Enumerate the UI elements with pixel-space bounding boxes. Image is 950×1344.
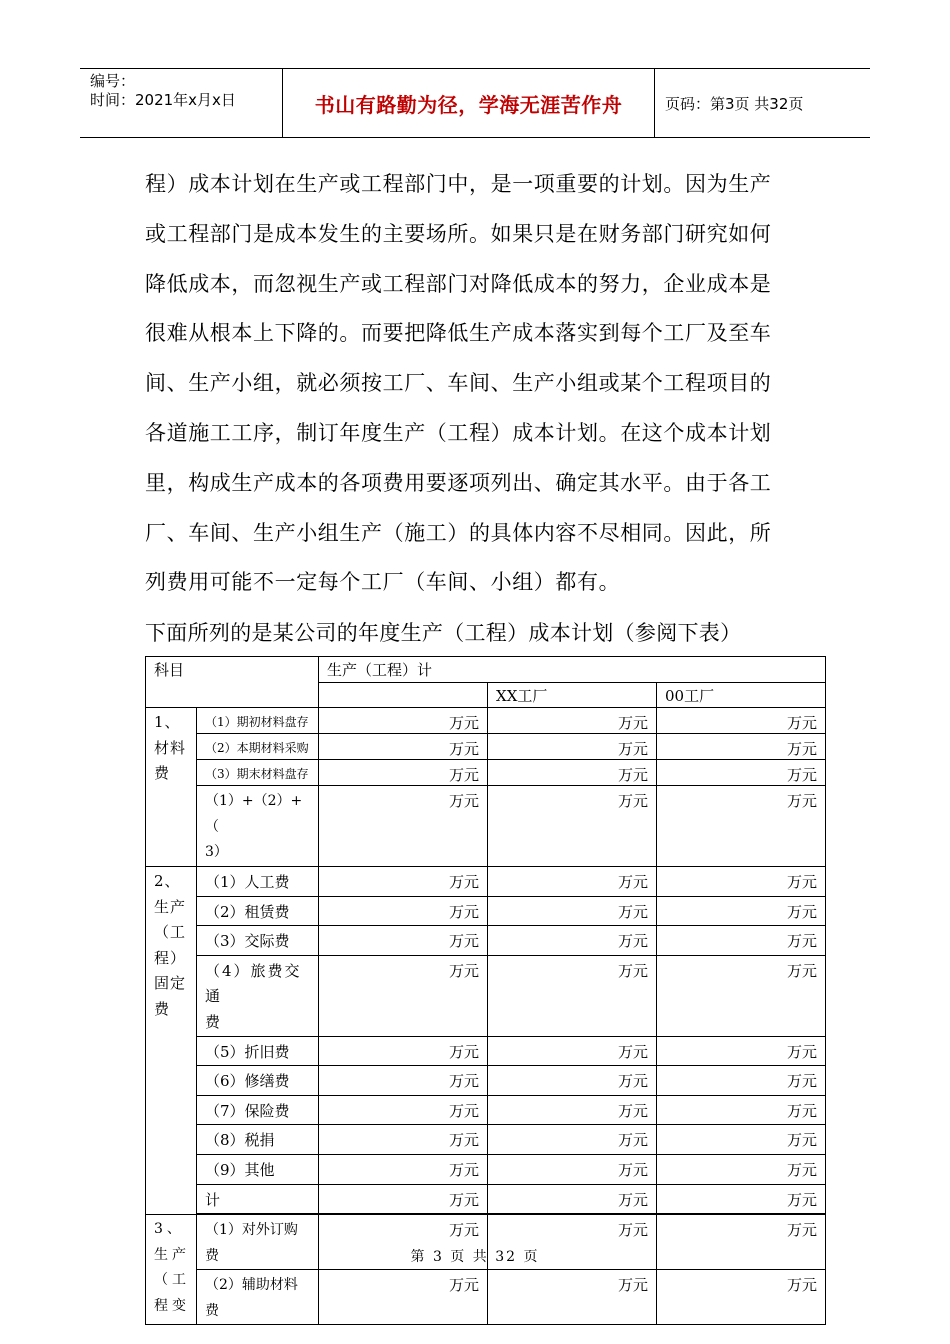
header-00-factory: 00工厂 — [657, 682, 826, 708]
category-label-line: 1、 — [154, 713, 181, 732]
value-cell: 万元 — [488, 1184, 657, 1214]
header-blank — [319, 682, 488, 708]
value-cell: 万元 — [488, 708, 657, 734]
item-label — [197, 955, 319, 1036]
table-intro: 下面所列的是某公司的年度生产（工程）成本计划（参阅下表） — [145, 621, 742, 645]
table-row — [146, 866, 826, 896]
table-row — [146, 708, 826, 734]
value-cell: 万元 — [657, 866, 826, 896]
value-cell: 万元 — [319, 896, 488, 926]
value-cell: 万元 — [319, 1154, 488, 1184]
table-row — [146, 1066, 826, 1096]
body-line: 降低成本，而忽视生产或工程部门对降低成本的努力，企业成本是 — [145, 271, 772, 296]
item-label-line: （2）辅助材料 — [205, 1277, 298, 1294]
value-cell: 万元 — [319, 734, 488, 760]
value-cell: 万元 — [488, 786, 657, 867]
value-cell: 万元 — [319, 760, 488, 786]
category-material — [146, 708, 197, 867]
item-label: （6）修缮费 — [197, 1066, 319, 1096]
value-cell: 万元 — [657, 708, 826, 734]
category-fixed-cost — [146, 866, 197, 1214]
value-cell: 万元 — [488, 1066, 657, 1096]
value-cell: 万元 — [488, 1154, 657, 1184]
value-cell: 万元 — [488, 1036, 657, 1066]
item-label-line: （1）+（2）+（ — [205, 793, 303, 835]
category-label-line: 费 — [154, 764, 171, 783]
value-cell: 万元 — [319, 1066, 488, 1096]
table-row — [146, 955, 826, 1036]
table-row — [146, 896, 826, 926]
page-header — [80, 68, 870, 138]
item-label-line: （1）对外订购 — [205, 1222, 298, 1239]
value-cell: 万元 — [657, 786, 826, 867]
category-label-line: （工 — [154, 923, 187, 942]
value-cell: 万元 — [319, 1125, 488, 1155]
header-total: 生产（工程）计 — [319, 657, 826, 683]
header-xx-factory: XX工厂 — [488, 682, 657, 708]
table-header-row — [146, 657, 826, 683]
value-cell: 万元 — [488, 1125, 657, 1155]
value-cell: 万元 — [488, 1215, 657, 1270]
body-line: 里，构成生产成本的各项费用要逐项列出、确定其水平。由于各工 — [145, 470, 772, 495]
value-cell: 万元 — [488, 866, 657, 896]
value-cell: 万元 — [657, 1270, 826, 1325]
item-label: （8）税捐 — [197, 1125, 319, 1155]
table-row — [146, 1036, 826, 1066]
header-motto-cell — [282, 69, 655, 137]
value-cell: 万元 — [657, 1125, 826, 1155]
cost-plan-table — [145, 656, 826, 1325]
value-cell: 万元 — [488, 955, 657, 1036]
value-cell: 万元 — [657, 955, 826, 1036]
value-cell: 万元 — [488, 896, 657, 926]
item-label: （1）期初材料盘存 — [197, 708, 319, 734]
item-label: （3）期末材料盘存 — [197, 760, 319, 786]
value-cell: 万元 — [319, 1095, 488, 1125]
header-subject: 科目 — [146, 657, 319, 708]
value-cell: 万元 — [657, 760, 826, 786]
body-line: 列费用可能不一定每个工厂（车间、小组）都有。 — [145, 570, 621, 595]
value-cell: 万元 — [657, 734, 826, 760]
item-label-line: 费 — [205, 1247, 219, 1264]
table-row — [146, 1125, 826, 1155]
value-cell: 万元 — [319, 1036, 488, 1066]
value-cell: 万元 — [488, 1095, 657, 1125]
page-footer: 第 3 页 共 32 页 — [410, 1249, 540, 1265]
category-label-line: 费 — [154, 999, 171, 1018]
table-row — [146, 1270, 826, 1325]
category-label-line: 程） — [154, 948, 187, 967]
value-cell: 万元 — [488, 1270, 657, 1325]
item-label: （9）其他 — [197, 1154, 319, 1184]
value-cell: 万元 — [319, 866, 488, 896]
table-row — [146, 1184, 826, 1214]
body-line: 各道施工工序，制订年度生产（工程）成本计划。在这个成本计划 — [145, 420, 772, 445]
value-cell: 万元 — [319, 1184, 488, 1214]
body-line: 程）成本计划在生产或工程部门中，是一项重要的计划。因为生产 — [145, 172, 772, 196]
category-label-line: 2、 — [154, 871, 181, 890]
item-label: （3）交际费 — [197, 926, 319, 956]
page-indicator: 页码：第3页 共32页 — [665, 94, 804, 113]
value-cell: 万元 — [657, 896, 826, 926]
doc-number-label: 编号： — [90, 72, 136, 90]
table-row — [146, 760, 826, 786]
item-label-line: 费 — [205, 1012, 221, 1031]
item-label — [197, 1270, 319, 1325]
item-label-line: 3） — [205, 844, 228, 861]
item-label-line: （4）旅费交通 — [205, 961, 302, 1006]
category-label-line: 3、 — [154, 1221, 185, 1238]
table-row — [146, 786, 826, 867]
category-label-line: （工 — [154, 1272, 190, 1289]
category-label-line: 生产 — [154, 1246, 190, 1263]
table-row — [146, 1095, 826, 1125]
value-cell: 万元 — [319, 1270, 488, 1325]
value-cell: 万元 — [488, 734, 657, 760]
item-label: 计 — [197, 1184, 319, 1214]
category-label-line: 固定 — [154, 974, 187, 993]
value-cell: 万元 — [319, 1215, 488, 1270]
item-label: （5）折旧费 — [197, 1036, 319, 1066]
body-paragraph — [145, 160, 805, 608]
value-cell: 万元 — [657, 1184, 826, 1214]
date-label: 时间：2021年x月x日 — [90, 91, 236, 109]
category-label-line: 材料 — [154, 738, 187, 757]
category-label-line: 生产 — [154, 897, 187, 916]
value-cell: 万元 — [657, 1215, 826, 1270]
item-label: （2）本期材料采购 — [197, 734, 319, 760]
value-cell: 万元 — [657, 1036, 826, 1066]
value-cell: 万元 — [319, 786, 488, 867]
value-cell: 万元 — [657, 1095, 826, 1125]
value-cell: 万元 — [319, 955, 488, 1036]
table-row — [146, 734, 826, 760]
item-label: （2）租赁费 — [197, 896, 319, 926]
body-line: 或工程部门是成本发生的主要场所。如果只是在财务部门研究如何 — [145, 221, 772, 246]
item-label-line: 费 — [205, 1302, 219, 1319]
category-variable-cost — [146, 1215, 197, 1325]
item-label: （1）人工费 — [197, 866, 319, 896]
body-line: 间、生产小组，就必须按工厂、车间、生产小组或某个工程项目的 — [145, 371, 772, 396]
item-label — [197, 786, 319, 867]
table-row — [146, 1154, 826, 1184]
value-cell: 万元 — [488, 926, 657, 956]
body-line: 很难从根本上下降的。而要把降低生产成本落实到每个工厂及至车 — [145, 321, 772, 346]
value-cell: 万元 — [657, 1066, 826, 1096]
motto-text: 书山有路勤为径，学海无涯苦作舟 — [314, 92, 623, 117]
category-label-line: 程变 — [154, 1297, 190, 1314]
value-cell: 万元 — [319, 926, 488, 956]
value-cell: 万元 — [319, 708, 488, 734]
value-cell: 万元 — [488, 760, 657, 786]
value-cell: 万元 — [657, 926, 826, 956]
value-cell: 万元 — [657, 1154, 826, 1184]
item-label: （7）保险费 — [197, 1095, 319, 1125]
table-row — [146, 926, 826, 956]
body-line: 厂、车间、生产小组生产（施工）的具体内容不尽相同。因此，所 — [145, 520, 772, 545]
header-page-cell — [655, 69, 870, 137]
header-meta — [80, 69, 282, 137]
